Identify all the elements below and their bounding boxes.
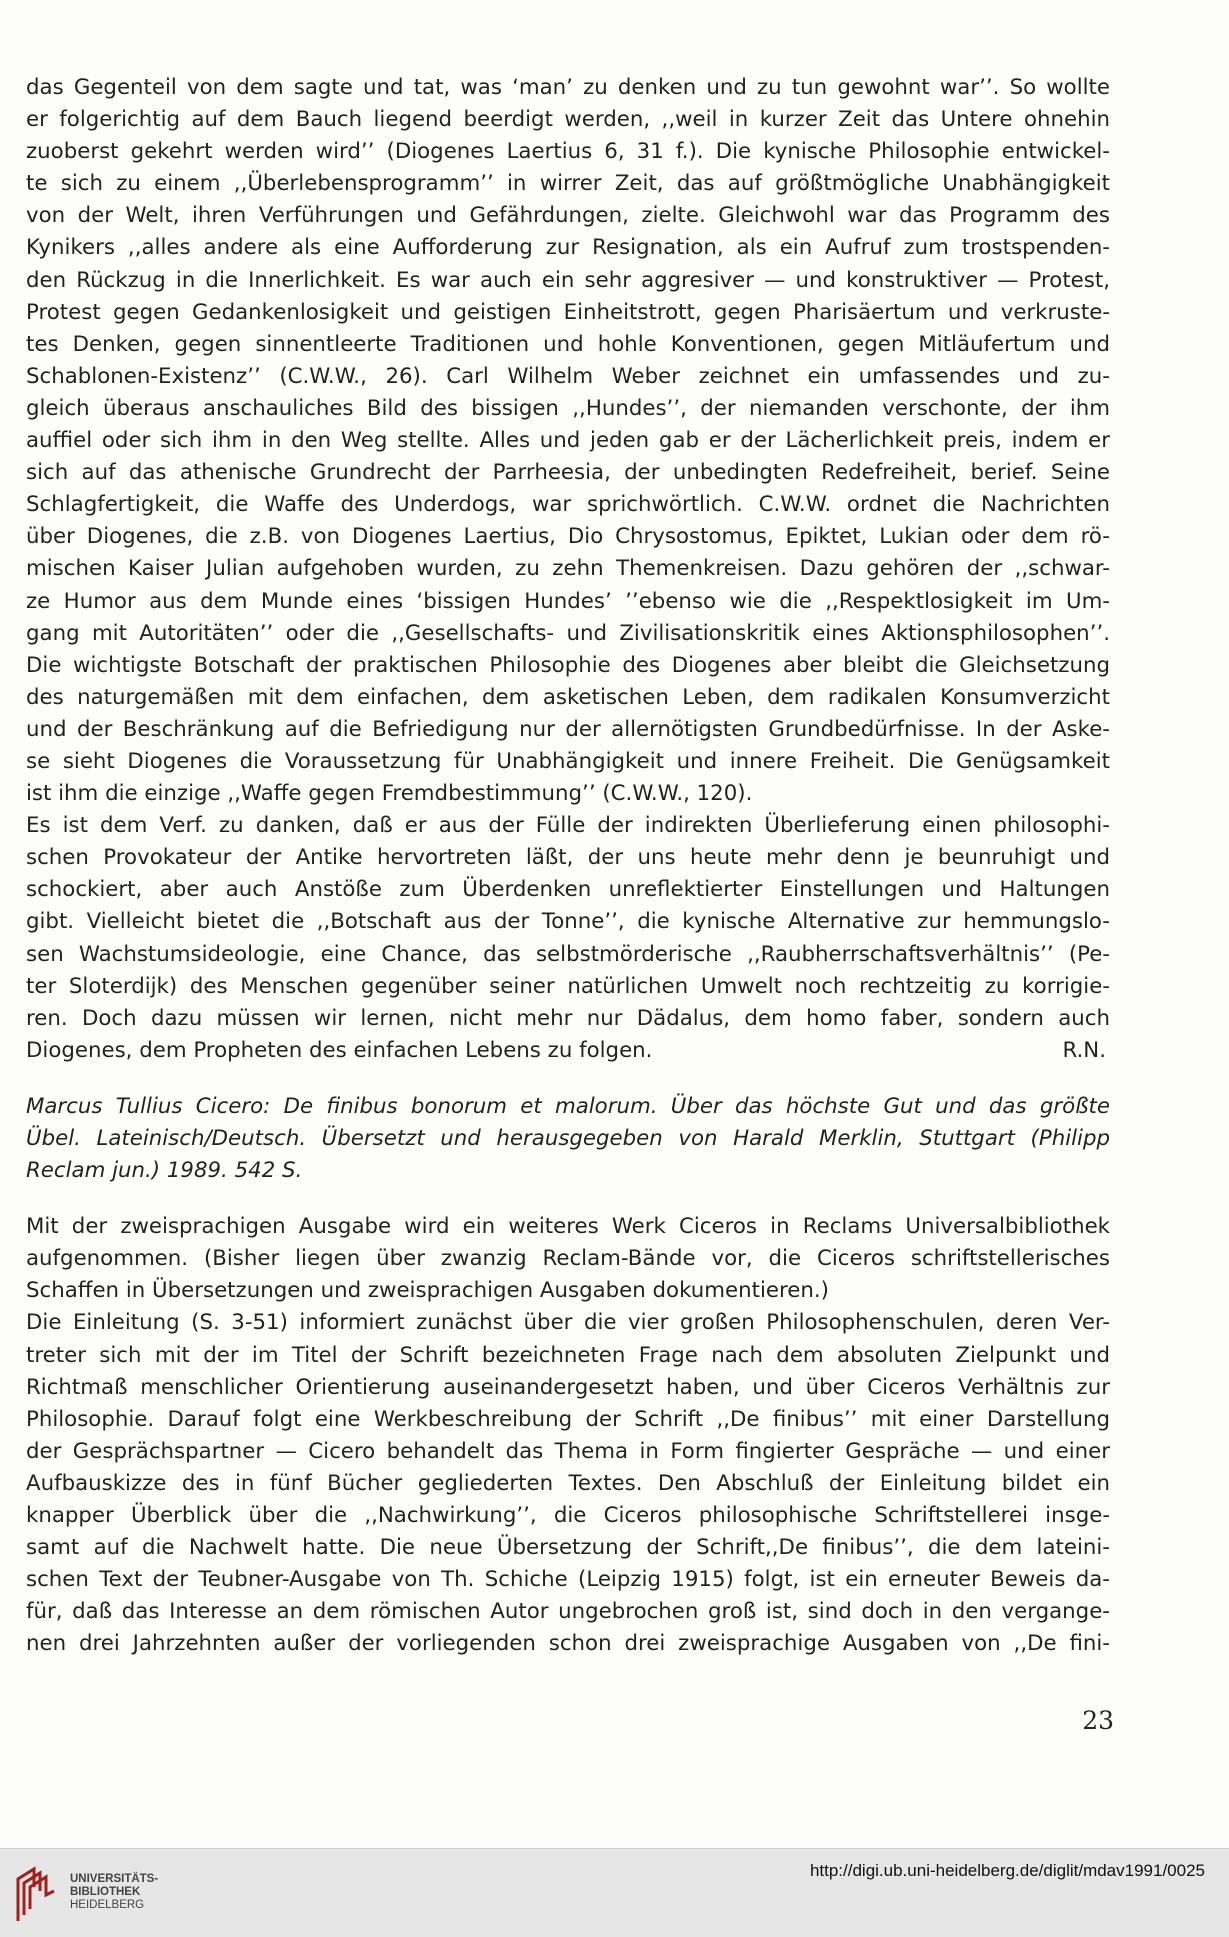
review-diogenes-continuation [26,72,1110,650]
library-name-line: HEIDELBERG [70,1899,145,1911]
paragraph-line: schen Text der Teubner-Ausgabe von Th. Schiche (Leipzig 1915) folgt, ist ein erneuter Beweis da- [26,1567,1110,1593]
paragraph-line: nen drei Jahrzehnten außer der vorliegenden schon drei zweisprachige Ausgaben von ,,De fini- [26,1631,1110,1657]
paragraph-line: Aufbauskizze des in fünf Bücher gegliederten Textes. Den Abschluß der Einleitung bildet ein [26,1470,1110,1496]
paragraph-line: gang mit Autoritäten’’ oder die ,,Gesellschafts- und Zivilisationskritik eines Aktionsphilosophen’’. [26,620,1110,646]
paragraph-line: Schaffen in Übersetzungen und zweisprachigen Ausgaben dokumentieren.) [26,1278,829,1304]
paragraph-line: und der Beschränkung auf die Befriedigung nur der allernötigsten Grundbedürfnisse. In der Aske- [26,716,1110,742]
paragraph-line: Protest gegen Gedankenlosigkeit und geistigen Einheitstrott, gegen Pharisäertum und verkruste- [26,299,1110,325]
paragraph-einleitung [26,1307,1110,1660]
paragraph-line: ren. Doch dazu müssen wir lernen, nicht mehr nur Dädalus, dem homo faber, sondern auch [26,1005,1110,1031]
paragraph-line: das Gegenteil von dem sagte und tat, was ‘man’ zu denken und zu tun gewohnt war’’. So wollte [26,75,1110,100]
library-name-line: UNIVERSITÄTS- [70,1873,159,1885]
page-number: 23 [1082,1706,1114,1735]
paragraph-line: mischen Kaiser Julian aufgehoben wurden, zu zehn Themenkreisen. Dazu gehören der ,,schwar- [26,556,1110,582]
paragraph-line: gleich überaus anschauliches Bild des bissigen ,,Hundes’’, der niemanden verschonte, der ihm [26,395,1110,421]
paragraph-line: für, daß das Interesse an dem römischen Autor ungebrochen groß ist, sind doch in den vergange- [26,1599,1110,1625]
source-url-link[interactable]: http://digi.ub.uni-heidelberg.de/diglit/mdav1991/0025 [809,1861,1205,1880]
paragraph-line: ter Sloterdijk) des Menschen gegenüber seiner natürlichen Umwelt noch rechtzeitig zu korrigie- [26,973,1110,999]
paragraph-line: Schlagfertigkeit, die Waffe des Underdogs, war sprichwörtlich. C.W.W. ordnet die Nachrichten [26,492,1110,518]
paragraph-line: Die Einleitung (S. 3-51) informiert zunächst über die vier großen Philosophenschulen, deren Ver- [26,1310,1110,1336]
paragraph-line: ist ihm die einzige ,,Waffe gegen Fremdbestimmung’’ (C.W.W., 120). [26,781,753,807]
paragraph-verf [26,810,1110,1035]
paragraph-line: tes Denken, gegen sinnentleerte Traditionen und hohle Konventionen, gegen Mitläufertum und [26,331,1110,357]
paragraph-line: te sich zu einem ,,Überlebensprogramm’’ in wirrer Zeit, das auf größtmögliche Unabhängigkeit [26,171,1110,197]
paragraph-line: Mit der zweisprachigen Ausgabe wird ein weiteres Werk Ciceros in Reclams Universalbibliothek [26,1214,1110,1240]
paragraph-line: knapper Überblick über die ,,Nachwirkung’’, die Ciceros philosophische Schriftstellerei insge- [26,1503,1110,1529]
paragraph-line: der Gesprächspartner — Cicero behandelt das Thema in Form fingierter Gespräche — und einer [26,1438,1110,1464]
paragraph-line: den Rückzug in die Innerlichkeit. Es war auch ein sehr aggresiver — und konstruktiver — Protest, [26,267,1110,293]
paragraph-line: Kynikers ,,alles andere als eine Aufforderung zur Resignation, als ein Aufruf zum trostspenden- [26,235,1110,261]
paragraph-line: Philosophie. Darauf folgt eine Werkbeschreibung der Schrift ,,De finibus’’ mit einer Darstellung [26,1406,1110,1432]
paragraph-line: samt auf die Nachwelt hatte. Die neue Übersetzung der Schrift,,De finibus’’, die dem lateini- [26,1535,1110,1561]
paragraph-botschaft [26,650,1110,778]
closing-sentence: Diogenes, dem Propheten des einfachen Lebens zu folgen. [26,1037,653,1063]
paragraph-line: schockiert, aber auch Anstöße zum Überdenken unreflektierter Einstellungen und Haltungen [26,877,1110,903]
paragraph-line: Richtmaß menschlicher Orientierung auseinandergesetzt haben, und über Ciceros Verhältnis zur [26,1374,1110,1400]
paragraph-line: sen Wachstumsideologie, eine Chance, das selbstmörderische ,,Raubherrschaftsverhältnis’’ (Pe- [26,941,1110,967]
paragraph-line: er folgerichtig auf dem Bauch liegend beerdigt werden, ,,weil in kurzer Zeit das Untere ohnehin [26,107,1110,133]
paragraph-line: Die wichtigste Botschaft der praktischen Philosophie des Diogenes aber bleibt die Gleichsetzung [26,652,1110,678]
paragraph-line: treter sich mit der im Titel der Schrift bezeichneten Frage nach dem absoluten Zielpunkt und [26,1342,1110,1368]
paragraph-line: des naturgemäßen mit dem einfachen, dem asketischen Leben, dem radikalen Konsumverzicht [26,684,1110,710]
paragraph-line: über Diogenes, die z.B. von Diogenes Laertius, Dio Chrysostomus, Epiktet, Lukian oder dem rö- [26,524,1110,550]
paragraph-line: schen Provokateur der Antike hervortreten läßt, der uns heute mehr denn je beunruhigt und [26,845,1110,871]
paragraph-line: se sieht Diogenes die Voraussetzung für Unabhängigkeit und innere Freiheit. Die Genügsamkeit [26,748,1110,774]
library-name-line: BIBLIOTHEK [70,1886,141,1898]
citation-line: Reclam jun.) 1989. 542 S. [26,1158,303,1184]
paragraph-line: auffiel oder sich ihm in den Weg stellte. Alles und jeden gab er der Lächerlichkeit preis, indem er [26,428,1110,454]
text-body [26,72,1110,1661]
section-gap [26,1187,1110,1211]
paragraph-closing-line [26,1035,1110,1067]
citation-line: Marcus Tullius Cicero: De finibus bonorum et malorum. Über das höchste Gut und das größte [26,1093,1110,1119]
reviewer-signature: R.N. [1062,1037,1106,1063]
paragraph-line: aufgenommen. (Bisher liegen über zwanzig Reclam-Bände vor, die Ciceros schriftstellerisches [26,1246,1110,1272]
citation-line: Übel. Lateinisch/Deutsch. Übersetzt und herausgegeben von Harald Merklin, Stuttgart (Philipp [26,1126,1110,1151]
university-library-logo-icon [14,1865,58,1923]
paragraph-line: ze Humor aus dem Munde eines ‘bissigen Hundes’ ’’ebenso wie die ,,Respektlosigkeit im Um- [26,588,1110,614]
section-gap [26,1067,1110,1091]
library-name [70,1873,158,1912]
paragraph-line: Es ist dem Verf. zu danken, daß er aus der Fülle der indirekten Überlieferung einen philosophi- [26,813,1110,839]
paragraph-line: gibt. Vielleicht bietet die ,,Botschaft aus der Tonne’’, die kynische Alternative zur hemmungslo- [26,909,1110,935]
book-citation [26,1091,1110,1155]
paragraph-line: Schablonen-Existenz’’ (C.W.W., 26). Carl Wilhelm Weber zeichnet ein umfassendes und zu- [26,363,1110,389]
paragraph-ausgabe [26,1211,1110,1275]
paragraph-line: von der Welt, ihren Verführungen und Gefährdungen, zielte. Gleichwohl war das Programm des [26,203,1110,229]
viewer-footer [0,1848,1229,1937]
paragraph-line: zuoberst gekehrt werden wird’’ (Diogenes Laertius 6, 31 f.). Die kynische Philosophie entwickel- [26,139,1110,165]
paragraph-line: sich auf das athenische Grundrecht der Parrheesia, der unbedingten Redefreiheit, berief. Seine [26,460,1110,486]
